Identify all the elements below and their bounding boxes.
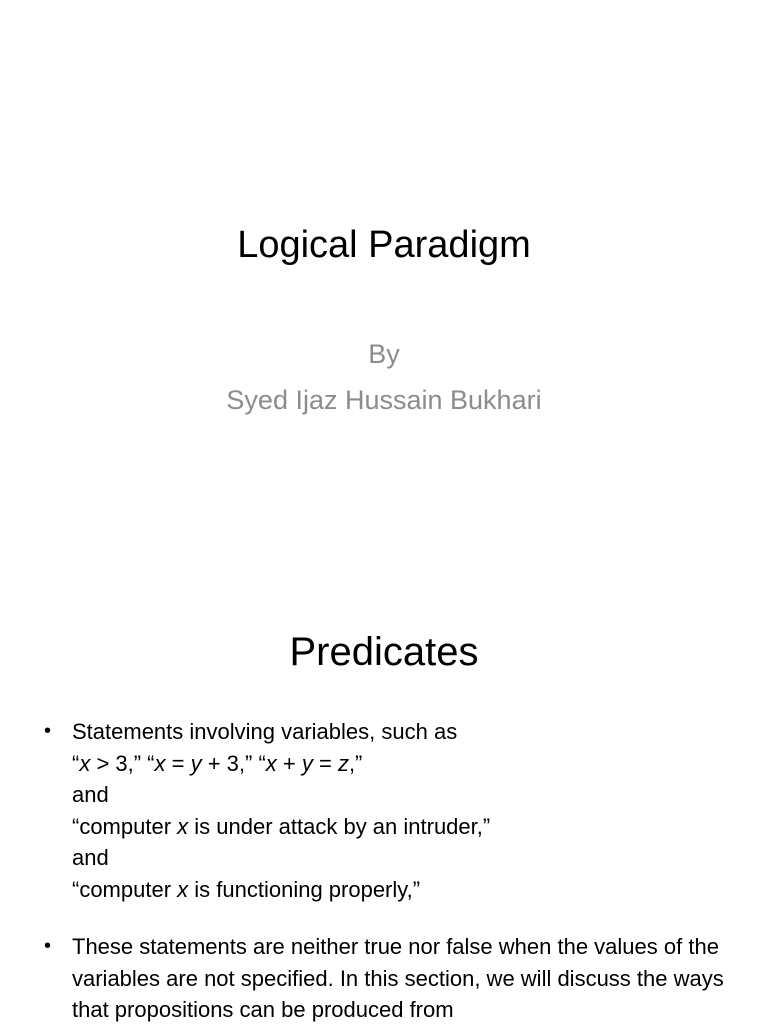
text-fragment: = bbox=[312, 750, 338, 776]
text-fragment: = bbox=[165, 750, 191, 776]
predicates-slide bbox=[0, 576, 768, 1024]
variable: x bbox=[154, 750, 166, 776]
subtitle-by: By bbox=[368, 339, 400, 369]
text-fragment: + 3,” “ bbox=[201, 750, 266, 776]
bullet-line: Statements involving variables, such as bbox=[72, 719, 458, 744]
bullet-marker: • bbox=[44, 720, 52, 742]
bullet-line-expressions bbox=[72, 748, 734, 780]
variable: z bbox=[337, 750, 349, 776]
text-fragment: is under attack by an intruder,” bbox=[188, 813, 491, 839]
bullet-line bbox=[72, 874, 734, 906]
bullet-line bbox=[72, 811, 734, 843]
variable: y bbox=[190, 750, 202, 776]
variable: x bbox=[177, 876, 189, 902]
bullet-line: and bbox=[72, 782, 109, 807]
text-fragment: is functioning properly,” bbox=[188, 876, 421, 902]
variable: y bbox=[301, 750, 313, 776]
text-fragment: > 3,” “ bbox=[90, 750, 155, 776]
text-fragment: “ bbox=[72, 750, 80, 776]
variable: x bbox=[265, 750, 277, 776]
variable: x bbox=[79, 750, 91, 776]
text-fragment: ,” bbox=[348, 750, 363, 776]
bullet-item bbox=[44, 931, 734, 1024]
bullet-list bbox=[44, 716, 734, 1024]
text-fragment: “computer bbox=[72, 813, 178, 839]
bullet-text: These statements are neither true nor false when the values of the variables are not specified. In this section, we will discuss the ways that propositions can be produced from bbox=[72, 934, 724, 1022]
bullet-marker: • bbox=[44, 935, 52, 957]
bullet-item bbox=[44, 716, 734, 905]
text-fragment: + bbox=[276, 750, 302, 776]
slide-title: Logical Paradigm bbox=[237, 224, 531, 266]
bullet-line: and bbox=[72, 845, 109, 870]
author-name: Syed Ijaz Hussain Bukhari bbox=[226, 385, 542, 415]
text-fragment: “computer bbox=[72, 876, 178, 902]
slide-title: Predicates bbox=[289, 630, 479, 674]
variable: x bbox=[177, 813, 189, 839]
